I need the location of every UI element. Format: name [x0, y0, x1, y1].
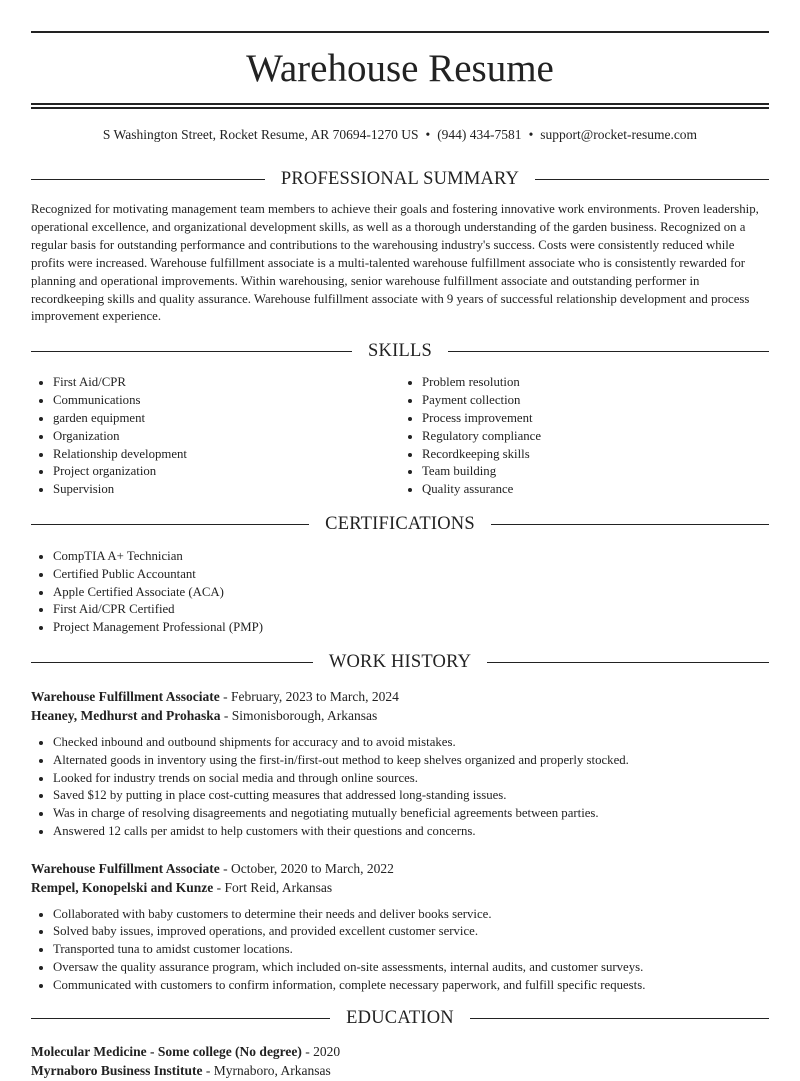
job-duty: • Alternated goods in inventory using the first-in/first-out method to keep shelves organized and properly stocked.	[53, 752, 769, 770]
certification-item: • Certified Public Accountant	[53, 566, 769, 584]
heading-rule	[31, 1018, 330, 1019]
job-entry	[31, 859, 769, 995]
job-duty: • Looked for industry trends on social media and through online sources.	[53, 770, 769, 788]
job-title: Warehouse Fulfillment Associate	[31, 688, 220, 704]
resume-page	[31, 0, 769, 1081]
job-duty: • Answered 12 calls per amidst to help customers with their questions and concerns.	[53, 823, 769, 841]
job-company-line	[31, 706, 769, 726]
contact-line	[31, 125, 769, 145]
skill-item: • Project organization	[53, 463, 400, 481]
job-duty: • Checked inbound and outbound shipments for accuracy and to avoid mistakes.	[53, 734, 769, 752]
section-label: EDUCATION	[346, 1008, 454, 1029]
page-title: Warehouse Resume	[246, 47, 554, 90]
skill-item: • Team building	[422, 463, 769, 481]
heading-rule	[31, 179, 265, 180]
job-company-line	[31, 878, 769, 898]
education-school: Myrnaboro Business Institute	[31, 1063, 203, 1079]
contact-phone: (944) 434-7581	[437, 127, 522, 142]
skill-item: • First Aid/CPR	[53, 374, 400, 392]
education-entry	[31, 1042, 769, 1081]
heading-rule	[31, 662, 313, 663]
job-entry	[31, 687, 769, 841]
section-label: WORK HISTORY	[328, 652, 472, 673]
certifications-list	[31, 548, 769, 637]
heading-rule	[448, 351, 769, 352]
job-duties-list	[31, 906, 769, 995]
skill-item: • Organization	[53, 428, 400, 446]
heading-rule	[491, 524, 769, 525]
heading-rule	[31, 524, 309, 525]
skill-item: • Problem resolution	[422, 374, 769, 392]
job-duty: • Saved $12 by putting in place cost-cutting measures that addressed long-standing issues.	[53, 787, 769, 805]
job-location: - Fort Reid, Arkansas	[213, 880, 333, 896]
contact-address: S Washington Street, Rocket Resume, AR 70694-1270 US	[102, 127, 419, 142]
job-company: Rempel, Konopelski and Kunze	[31, 880, 214, 896]
skill-item: • Process improvement	[422, 410, 769, 428]
skills-list	[31, 374, 769, 499]
job-duty: • Was in charge of resolving disagreements and negotiating mutually beneficial agreements between parties.	[53, 805, 769, 823]
job-dates: - February, 2023 to March, 2024	[219, 688, 399, 704]
skill-item: • Regulatory compliance	[422, 428, 769, 446]
section-heading-summary	[31, 166, 769, 192]
skill-item: • Communications	[53, 392, 400, 410]
job-dates: - October, 2020 to March, 2022	[219, 860, 394, 876]
skill-item: • garden equipment	[53, 410, 400, 428]
skill-item: • Recordkeeping skills	[422, 446, 769, 464]
heading-rule	[31, 351, 352, 352]
job-company: Heaney, Medhurst and Prohaska	[31, 708, 221, 724]
job-duties-list	[31, 734, 769, 841]
skills-column-right	[400, 374, 769, 499]
job-duty: • Oversaw the quality assurance program, which included on-site assessments, internal audits, and customer surveys.	[53, 959, 769, 977]
certification-item: • Apple Certified Associate (ACA)	[53, 584, 769, 602]
heading-rule	[470, 1018, 769, 1019]
education-degree: Molecular Medicine - Some college (No degree)	[31, 1043, 302, 1059]
section-heading-education	[31, 1006, 769, 1032]
section-label: CERTIFICATIONS	[325, 514, 475, 535]
section-label: SKILLS	[368, 340, 432, 361]
summary-paragraph: Recognized for motivating management team members to achieve their goals and fostering innovative work environments. Proven leadership, operational excellence, and organizational development skills, as well as a thorough understanding of the garden business. Recognized on a regular basis for outstanding performance and contributions to the warehousing industry's success. Costs were consistently reduced while profits were increased. Warehouse fulfillment associate is a multi-talented warehouse fulfillment associate who is consistently rewarded for planning and operational improvements. Within warehousing, senior warehouse fulfillment associate and outstanding performer in recordkeeping skills and quality assurance. Warehouse fulfillment associate with 9 years of successful relationship development and process improvement experience.	[31, 202, 759, 324]
certification-item: • First Aid/CPR Certified	[53, 601, 769, 619]
heading-rule	[487, 662, 769, 663]
section-label: PROFESSIONAL SUMMARY	[280, 168, 520, 189]
certification-item: • Project Management Professional (PMP)	[53, 619, 769, 637]
contact-separator: •	[425, 127, 431, 142]
job-title: Warehouse Fulfillment Associate	[31, 860, 220, 876]
certification-item: • CompTIA A+ Technician	[53, 548, 769, 566]
job-duty: • Transported tuna to amidst customer locations.	[53, 941, 769, 959]
section-heading-certifications	[31, 512, 769, 538]
job-title-line	[31, 859, 769, 879]
job-duty: • Communicated with customers to confirm information, complete necessary paperwork, and fulfill specific requests.	[53, 977, 769, 995]
education-year: - 2020	[301, 1043, 341, 1059]
skill-item: • Supervision	[53, 481, 400, 499]
section-heading-skills	[31, 338, 769, 364]
skill-item: • Quality assurance	[422, 481, 769, 499]
education-location: - Myrnaboro, Arkansas	[202, 1063, 331, 1079]
heading-rule	[535, 179, 769, 180]
education-school-line	[31, 1061, 769, 1081]
skills-column-left	[31, 374, 400, 499]
section-heading-work-history	[31, 650, 769, 676]
job-title-line	[31, 687, 769, 707]
skill-item: • Payment collection	[422, 392, 769, 410]
education-degree-line	[31, 1042, 769, 1062]
contact-email[interactable]: support@rocket-resume.com	[540, 127, 698, 142]
job-duty: • Solved baby issues, improved operations, and provided excellent customer service.	[53, 923, 769, 941]
job-duty: • Collaborated with baby customers to determine their needs and deliver books service.	[53, 906, 769, 924]
title-rule	[31, 103, 769, 109]
contact-separator: •	[528, 127, 534, 142]
skill-item: • Relationship development	[53, 446, 400, 464]
job-location: - Simonisborough, Arkansas	[220, 708, 378, 724]
